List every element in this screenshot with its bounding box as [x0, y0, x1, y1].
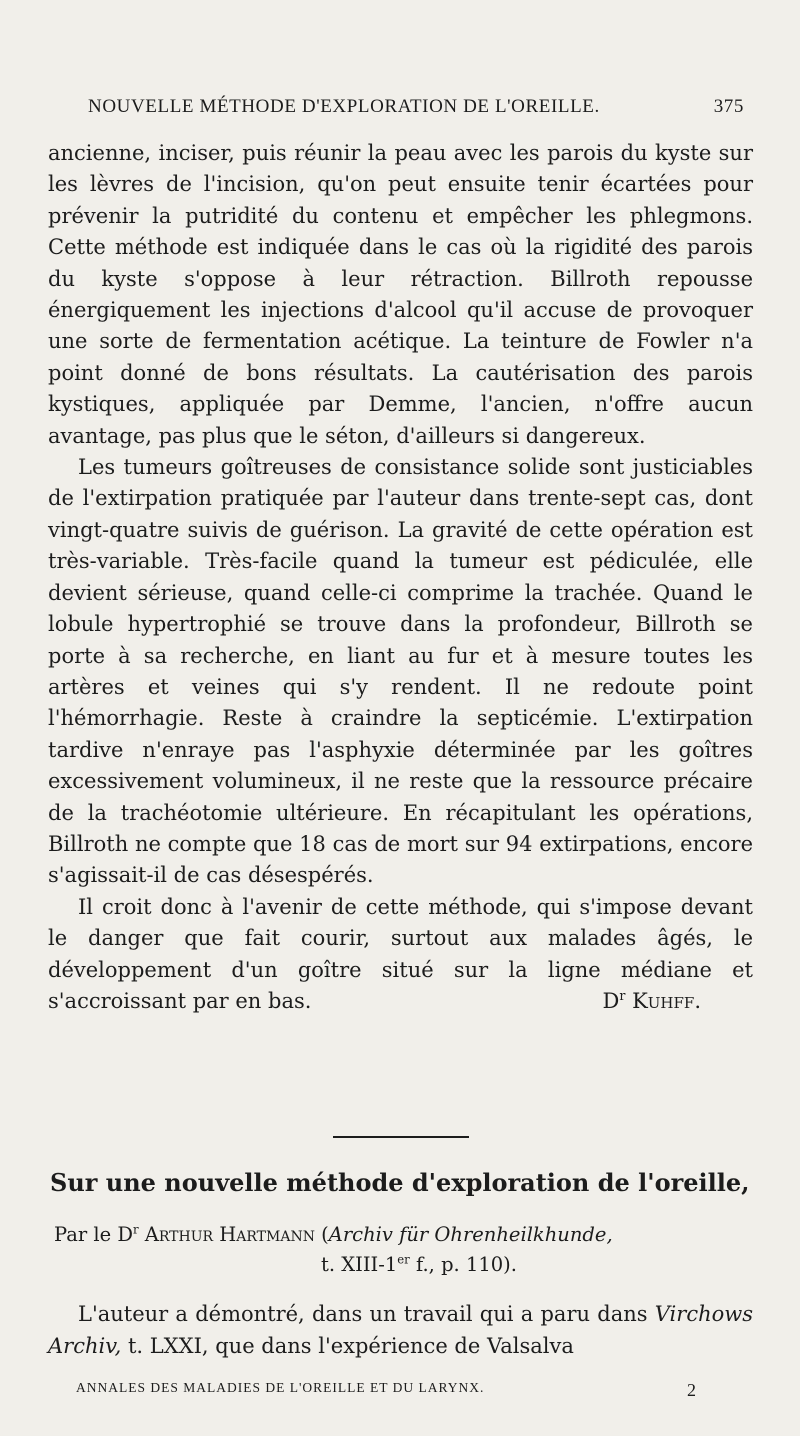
section-divider [333, 1136, 469, 1138]
signature-title-sup: r [619, 987, 626, 1003]
article-byline [54, 1220, 754, 1280]
signature-title: D [602, 988, 620, 1013]
byline-sup: r [133, 1222, 139, 1237]
signature-name: Kuhff. [632, 988, 701, 1013]
byline-paren: ( [321, 1223, 329, 1246]
running-head-title: NOUVELLE MÉTHODE D'EXPLORATION DE L'OREILLE. [88, 96, 600, 117]
article-heading: Sur une nouvelle méthode d'exploration de l'oreille, [50, 1168, 750, 1197]
page-number: 375 [713, 96, 744, 117]
running-head [88, 96, 744, 118]
byline-volume-line [54, 1250, 754, 1280]
byline-pages: f., p. 110). [415, 1253, 517, 1276]
paragraph-3-text: Il croit donc à l'avenir de cette méthode, qui s'impose devant le danger que fait courir, surtout aux malades âgés, le développement d'un goître situé sur la ligne médiane et s'accroissant par en bas. [48, 894, 753, 1013]
body-text [48, 138, 753, 1017]
intro-before: L'auteur a démontré, dans un travail qui a paru dans [78, 1302, 655, 1326]
footer-journal: ANNALES DES MALADIES DE L'OREILLE ET DU LARYNX. [76, 1380, 485, 1395]
footer-sheet-number: 2 [687, 1380, 696, 1400]
paragraph-3 [48, 892, 753, 1018]
intro-after: t. LXXI, que dans l'expérience de Valsalva [121, 1334, 574, 1358]
signature [573, 986, 701, 1017]
intro-paragraph [48, 1298, 753, 1362]
byline-volume-sup: er [397, 1252, 410, 1267]
paragraph-1: ancienne, inciser, puis réunir la peau avec les parois du kyste sur les lèvres de l'incision, qu'on peut ensuite tenir écartées pour prévenir la putridité du contenu et empêcher les phlegmons. Cette méthode est indiquée dans le cas où la rigidité des parois du kyste s'oppose à leur rétraction. Billroth repousse énergiquement les injections d'alcool qu'il accuse de provoquer une sorte de fermentation acétique. La teinture de Fowler n'a point donné de bons résultats. La cautérisation des parois kystiques, appliquée par Demme, l'ancien, n'offre aucun avantage, pas plus que le séton, d'ailleurs si dangereux. [48, 141, 753, 448]
byline-author: Arthur Hartmann [144, 1223, 315, 1246]
byline-prefix: Par le D [54, 1223, 133, 1246]
byline-journal: Archiv für Ohrenheilkhunde, [328, 1223, 613, 1246]
byline-volume: t. XIII-1 [321, 1253, 398, 1276]
intro-journal: Virchows Archiv, [48, 1302, 753, 1358]
paragraph-2: Les tumeurs goîtreuses de consistance solide sont justiciables de l'extirpation pratiquée par l'auteur dans trente-sept cas, dont vingt-quatre suivis de guérison. La gravité de cette opération est très-variable. Très-facile quand la tumeur est pédiculée, elle devient sérieuse, quand celle-ci comprime la trachée. Quand le lobule hypertrophié se trouve dans la profondeur, Billroth se porte à sa recherche, en liant au fur et à mesure toutes les artères et veines qui s'y rendent. Il ne redoute point l'hémorrhagie. Reste à craindre la septicémie. L'extirpation tardive n'enraye pas l'asphyxie déterminée par les goîtres excessivement volumineux, il ne reste que la ressource précaire de la trachéotomie ultérieure. En récapitulant les opérations, Billroth ne compte que 18 cas de mort sur 94 extirpations, encore s'agissait-il de cas désespérés. [48, 455, 753, 888]
page-footer [76, 1380, 696, 1401]
